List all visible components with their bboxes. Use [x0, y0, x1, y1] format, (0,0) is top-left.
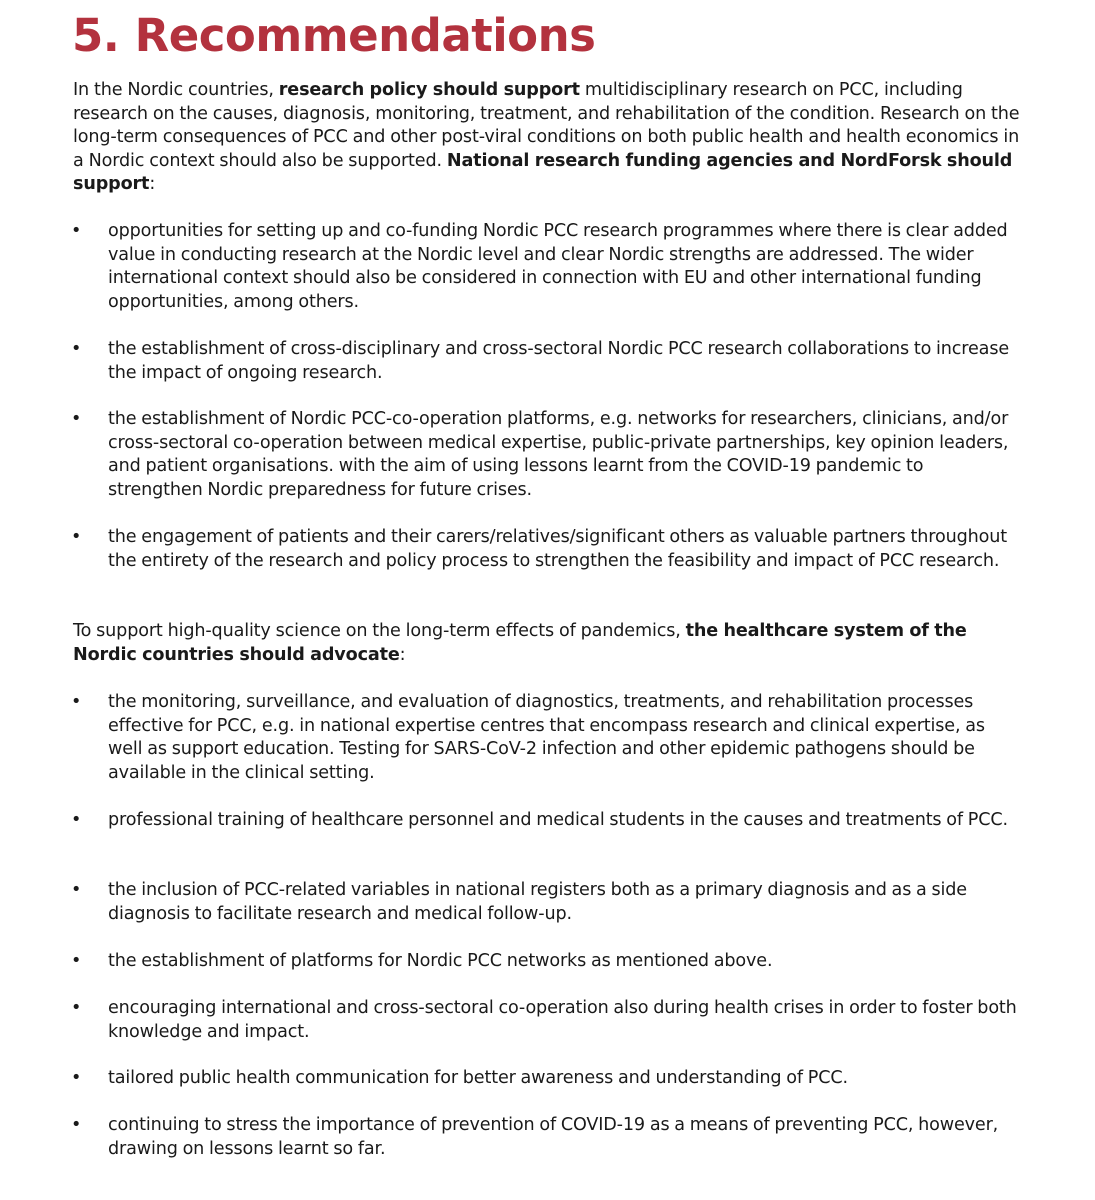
list-item-text: encouraging international and cross-sectoral co-operation also during health crises in order to foster both knowledge and impact.: [108, 998, 1017, 1042]
list-item-text: the establishment of Nordic PCC-co-operation platforms, e.g. networks for researchers, clinicians, and/or cross-sectoral co-operation between medical expertise, public-private partnerships, key opinion leaders, and patient organisations. with the aim of using lessons learnt from the COVID-19 pandemic to strengthen Nordic preparedness for future crises.: [108, 409, 1009, 500]
intro-paragraph: [73, 79, 1033, 197]
bullet-icon: •: [71, 880, 82, 900]
intro-text-3: :: [149, 174, 156, 194]
healthcare-intro-text-2: :: [399, 644, 406, 665]
bullet-icon: •: [71, 221, 82, 241]
list-item-text: the establishment of cross-disciplinary and cross-sectoral Nordic PCC research collaborations to increase the impact of ongoing research.: [108, 339, 1010, 383]
bullet-icon: •: [71, 339, 82, 359]
list-item-text: the establishment of platforms for Nordic PCC networks as mentioned above.: [108, 951, 773, 971]
list-item-text: the inclusion of PCC-related variables in national registers both as a primary diagnosis and as a side diagnosis to facilitate research and medical follow-up.: [108, 880, 967, 924]
list-item-text: continuing to stress the importance of prevention of COVID-19 as a means of preventing PCC, however, drawing on lessons learnt so far.: [108, 1115, 999, 1159]
intro-bold-1: research policy should support: [278, 80, 580, 100]
list-item-text: tailored public health communication for better awareness and understanding of PCC.: [108, 1068, 848, 1088]
intro-bold-2: National research funding agencies and NordForsk should support: [73, 150, 1013, 194]
list-item-text: the engagement of patients and their carers/relatives/significant others as valuable partners throughout the entirety of the research and policy process to strengthen the feasibility and impact of PCC research.: [108, 527, 1007, 571]
list-item-text: professional training of healthcare personnel and medical students in the causes and treatments of PCC.: [108, 810, 1008, 830]
healthcare-intro-bold: the healthcare system of the Nordic countries should advocate: [73, 621, 967, 665]
bullet-icon: •: [71, 1115, 82, 1135]
bullet-icon: •: [71, 1068, 82, 1088]
bullet-icon: •: [71, 998, 82, 1018]
healthcare-intro-text-1: To support high-quality science on the long-term effects of pandemics,: [73, 621, 686, 641]
intro-text-1: In the Nordic countries,: [73, 80, 279, 100]
bullet-icon: •: [71, 692, 82, 712]
list-item-text: opportunities for setting up and co-funding Nordic PCC research programmes where there is clear added value in conducting research at the Nordic level and clear Nordic strengths are addressed. The wider international context should also be considered in connection with EU and other international funding opportunities, among others.: [108, 221, 1008, 312]
list-item-text: the monitoring, surveillance, and evaluation of diagnostics, treatments, and rehabilitation processes effective for PCC, e.g. in national expertise centres that encompass research and clinical expertise, as well as support education. Testing for SARS-CoV-2 infection and other epidemic pathogens should be available in the clinical setting.: [108, 692, 985, 783]
intro-text-2: multidisciplinary research on PCC, including research on the causes, diagnosis, monitoring, treatment, and rehabilitation of the condition. Research on the long-term consequences of PCC and other post-viral conditions on both public health and health economics in a Nordic context should also be supported.: [73, 80, 1020, 171]
healthcare-intro-paragraph: [73, 620, 1033, 667]
bullet-icon: •: [71, 810, 82, 830]
bullet-icon: •: [71, 951, 82, 971]
section-heading: 5. Recommendations: [72, 9, 596, 62]
bullet-icon: •: [71, 409, 82, 429]
bullet-icon: •: [71, 527, 82, 547]
